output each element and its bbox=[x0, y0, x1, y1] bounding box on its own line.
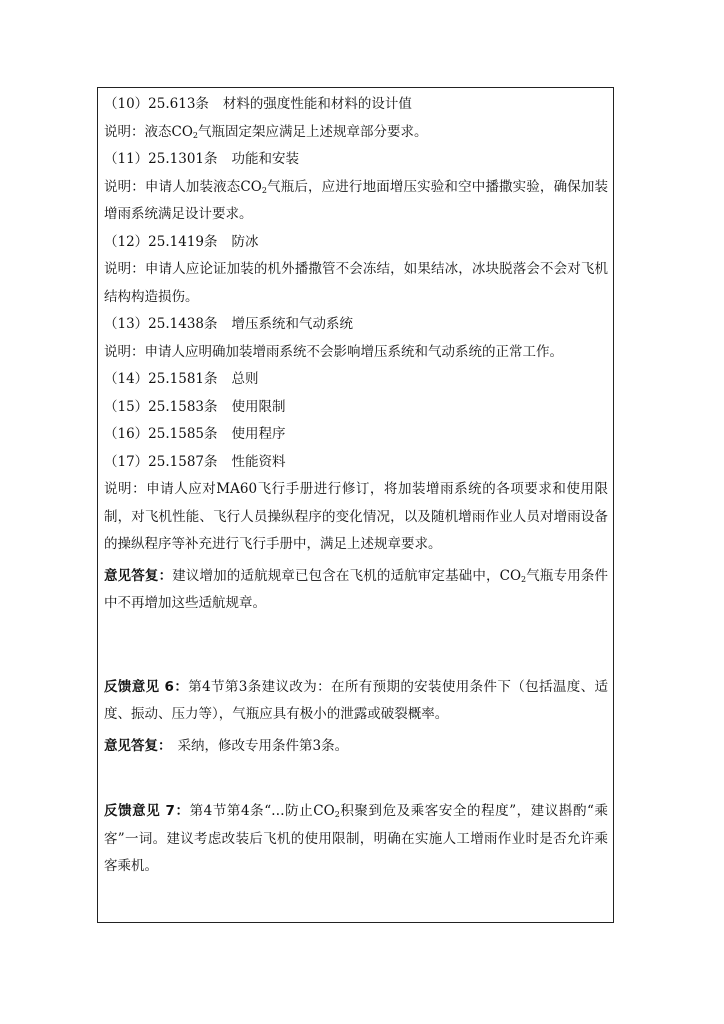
clause-line bbox=[104, 311, 608, 339]
reply-paragraph: 意见答复：建议增加的适航规章已包含在飞机的适航审定基础中，$CO_2$气瓶专用条件中不再增加这些适航规章。 bbox=[104, 567, 608, 611]
document-content bbox=[104, 91, 608, 881]
feedback-paragraph: 反馈意见 7：第4节第4条“…防止$CO_2$积聚到危及乘客安全的程度”，建议斟酌“乘客”一词。建议考虑改装后飞机的使用限制，明确在实施人工增雨作业时是否允许乘客乘机。 bbox=[104, 803, 608, 874]
clause-title: 使用限制 bbox=[231, 398, 286, 415]
feedback-label: 反馈意见 6： bbox=[104, 678, 189, 695]
clause-line bbox=[104, 394, 608, 422]
clause-number: （17）25.1587条 bbox=[104, 453, 218, 470]
clause-note: 说明：液态$CO_2$气瓶固定架应满足上述规章部分要求。 bbox=[104, 123, 428, 140]
clause-line bbox=[104, 366, 608, 394]
clause-note: 说明：申请人加装液态$CO_2$气瓶后，应进行地面增压实验和空中播撒实验，确保加装增雨系统满足设计要求。 bbox=[104, 178, 608, 222]
clause-note: 说明：申请人应对MA60飞行手册进行修订，将加装增雨系统的各项要求和使用限制，对飞机性能、飞行人员操纵程序的变化情况，以及随机增雨作业人员对增雨设备的操纵程序等补充进行飞行手册中，满足上述规章要求。 bbox=[104, 481, 608, 552]
clause-title: 防冰 bbox=[231, 233, 259, 250]
clause-number: （13）25.1438条 bbox=[104, 316, 218, 332]
clause-title: 使用程序 bbox=[231, 426, 286, 442]
feedback-paragraph: 反馈意见 6：第4节第3条建议改为：在所有预期的安装使用条件下（包括温度、适度、振动、压力等），气瓶应具有极小的泄露或破裂概率。 bbox=[104, 678, 609, 722]
feedback-label: 反馈意见 7： bbox=[104, 803, 190, 819]
clause-line bbox=[104, 146, 608, 174]
clause-number: （15）25.1583条 bbox=[104, 398, 218, 415]
clause-line bbox=[104, 91, 608, 119]
clause-note: 说明：申请人应明确加装增雨系统不会影响增压系统和气动系统的正常工作。 bbox=[104, 343, 563, 360]
clause-note: 说明：申请人应论证加装的机外播撒管不会冻结，如果结冰，冰块脱落会不会对飞机结构构造损伤。 bbox=[104, 261, 608, 305]
clause-number: （16）25.1585条 bbox=[104, 426, 218, 442]
clause-number: （11）25.1301条 bbox=[104, 151, 218, 167]
clause-line bbox=[104, 449, 608, 477]
clause-line bbox=[104, 421, 608, 449]
clause-title: 功能和安装 bbox=[231, 151, 300, 167]
clause-line bbox=[104, 229, 608, 257]
clause-number: （14）25.1581条 bbox=[104, 371, 218, 387]
reply-paragraph: 意见答复： 采纳，修改专用条件第3条。 bbox=[104, 737, 349, 754]
clause-number: （10）25.613条 bbox=[104, 96, 209, 112]
clause-title: 性能资料 bbox=[231, 453, 286, 470]
reply-label: 意见答复： bbox=[104, 737, 172, 754]
clause-number: （12）25.1419条 bbox=[104, 233, 218, 250]
clause-title: 总则 bbox=[231, 371, 259, 387]
clause-title: 材料的强度性能和材料的设计值 bbox=[222, 96, 412, 112]
reply-label: 意见答复： bbox=[104, 567, 173, 584]
clause-title: 增压系统和气动系统 bbox=[231, 316, 354, 332]
